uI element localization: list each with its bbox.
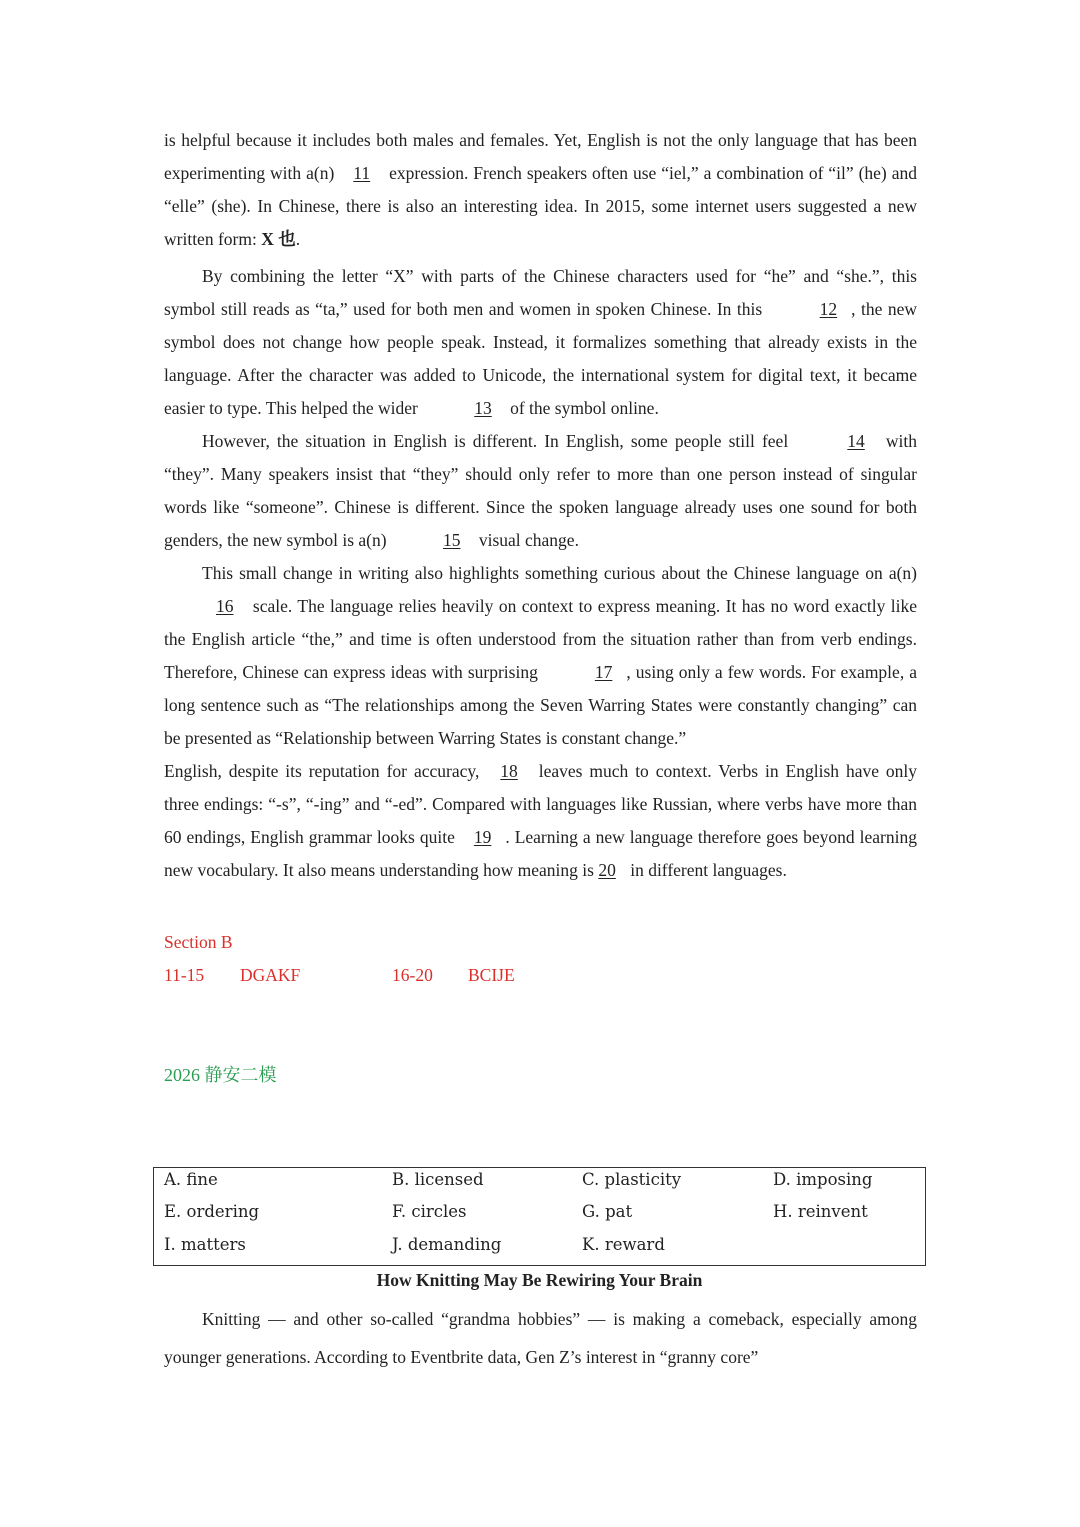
blank-12: 12 bbox=[819, 299, 838, 319]
answer-key-1: DGAKF bbox=[240, 965, 301, 985]
paragraph-3 bbox=[164, 425, 917, 557]
paragraph-4 bbox=[164, 557, 917, 755]
answer-range-2: 16-20 bbox=[392, 965, 433, 985]
paragraph-2-text-a: By combining the letter “X” with parts of the Chinese characters used for “he” and “she.”, this symbol still reads as “ta,” used for both men and women in spoken Chinese. In this bbox=[164, 266, 917, 319]
answer-row bbox=[164, 959, 917, 992]
word-bank-item: D. imposing bbox=[773, 1170, 873, 1189]
blank-20: 20 bbox=[598, 860, 616, 880]
word-bank-item: H. reinvent bbox=[773, 1202, 868, 1221]
paragraph-2 bbox=[164, 260, 917, 425]
paragraph-1 bbox=[164, 124, 917, 256]
paragraph-4-text-a: This small change in writing also highlights something curious about the Chinese language on a(n) bbox=[202, 563, 917, 583]
blank-16: 16 bbox=[216, 596, 234, 616]
paragraph-1-text-c: . bbox=[295, 229, 301, 249]
word-bank-item: K. reward bbox=[582, 1235, 665, 1254]
article-title: How Knitting May Be Rewiring Your Brain bbox=[376, 1270, 703, 1290]
blank-13: 13 bbox=[474, 398, 492, 418]
article-paragraph-1: Knitting — and other so-called “grandma hobbies” — is making a comeback, especially among younger generations. According to Eventbrite data, Gen Z’s interest in “granny core” bbox=[164, 1309, 917, 1367]
blank-17: 17 bbox=[594, 662, 613, 682]
paragraph-5-text-c: . Learning a new language therefore goes beyond learning new vocabulary. It also means understanding how meaning is bbox=[164, 827, 917, 880]
blank-15: 15 bbox=[442, 530, 461, 550]
word-bank-item: C. plasticity bbox=[582, 1170, 682, 1189]
word-bank-item: B. licensed bbox=[392, 1170, 484, 1189]
paragraph-3-text-c: visual change. bbox=[478, 530, 579, 550]
word-bank-item: F. circles bbox=[392, 1202, 467, 1221]
passage bbox=[164, 124, 917, 1092]
paragraph-1-text-a: is helpful because it includes both males and females. Yet, English is not the only language that has been experimenting with a(n) bbox=[164, 130, 917, 183]
paragraph-4-text-c: , using only a few words. For example, a long sentence such as “The relationships among the Seven Warring States were constantly changing” can be presented as “Relationship between Warring States is constant change.” bbox=[164, 662, 917, 748]
paragraph-5-text-b: leaves much to context. Verbs in English have only three endings: “-s”, “-ing” and “-ed”. Compared with languages like Russian, where verbs have more than 60 endings, English grammar looks quite bbox=[164, 761, 918, 847]
answer-range-1: 11-15 bbox=[164, 965, 205, 985]
paragraph-2-text-b: , the new symbol does not change how people speak. Instead, it formalizes something that already exists in the language. After the character was added to Unicode, the international system for digital text, it became easier to type. This helped the wider bbox=[164, 299, 917, 418]
word-bank-item: J. demanding bbox=[392, 1235, 502, 1254]
word-bank-item: G. pat bbox=[582, 1202, 633, 1221]
paragraph-5 bbox=[164, 755, 917, 887]
blank-14: 14 bbox=[847, 431, 865, 451]
new-symbol: X 也 bbox=[261, 229, 296, 249]
blank-11: 11 bbox=[353, 163, 371, 183]
word-bank-item: E. ordering bbox=[164, 1202, 260, 1221]
paragraph-3-text-b: with “they”. Many speakers insist that “they” should only refer to more than one person instead of singular words like “someone”. Chinese is different. Since the spoken language already uses one sound for both genders, the new symbol is a(n) bbox=[164, 431, 918, 550]
word-bank-item: A. fine bbox=[164, 1170, 218, 1189]
blank-18: 18 bbox=[500, 761, 518, 781]
article-body bbox=[164, 1300, 917, 1376]
paragraph-2-text-c: of the symbol online. bbox=[510, 398, 659, 418]
blank-19: 19 bbox=[473, 827, 492, 847]
paragraph-3-text-a: However, the situation in English is different. In English, some people still feel bbox=[202, 431, 789, 451]
answer-key bbox=[164, 926, 917, 992]
paragraph-1-text-b: expression. French speakers often use “iel,” a combination of “il” (he) and “elle” (she). In Chinese, there is also an interesting idea. In 2015, some internet users suggested a new written form: bbox=[164, 163, 917, 249]
paragraph-4-text-b: scale. The language relies heavily on context to express meaning. It has no word exactly like the English article “the,” and time is often understood from the situation rather than from verb endings. Therefore, Chinese can express ideas with surprising bbox=[164, 596, 917, 682]
word-bank bbox=[153, 1167, 926, 1266]
paragraph-5-text-d: in different languages. bbox=[630, 860, 787, 880]
answer-section-label: Section B bbox=[164, 932, 233, 952]
word-bank-item: I. matters bbox=[164, 1235, 246, 1254]
exam-source-tag: 2026 静安二模 bbox=[164, 1065, 277, 1085]
paragraph-5-text-a: English, despite its reputation for accuracy, bbox=[164, 761, 480, 781]
answer-key-2: BCIJE bbox=[468, 965, 515, 985]
